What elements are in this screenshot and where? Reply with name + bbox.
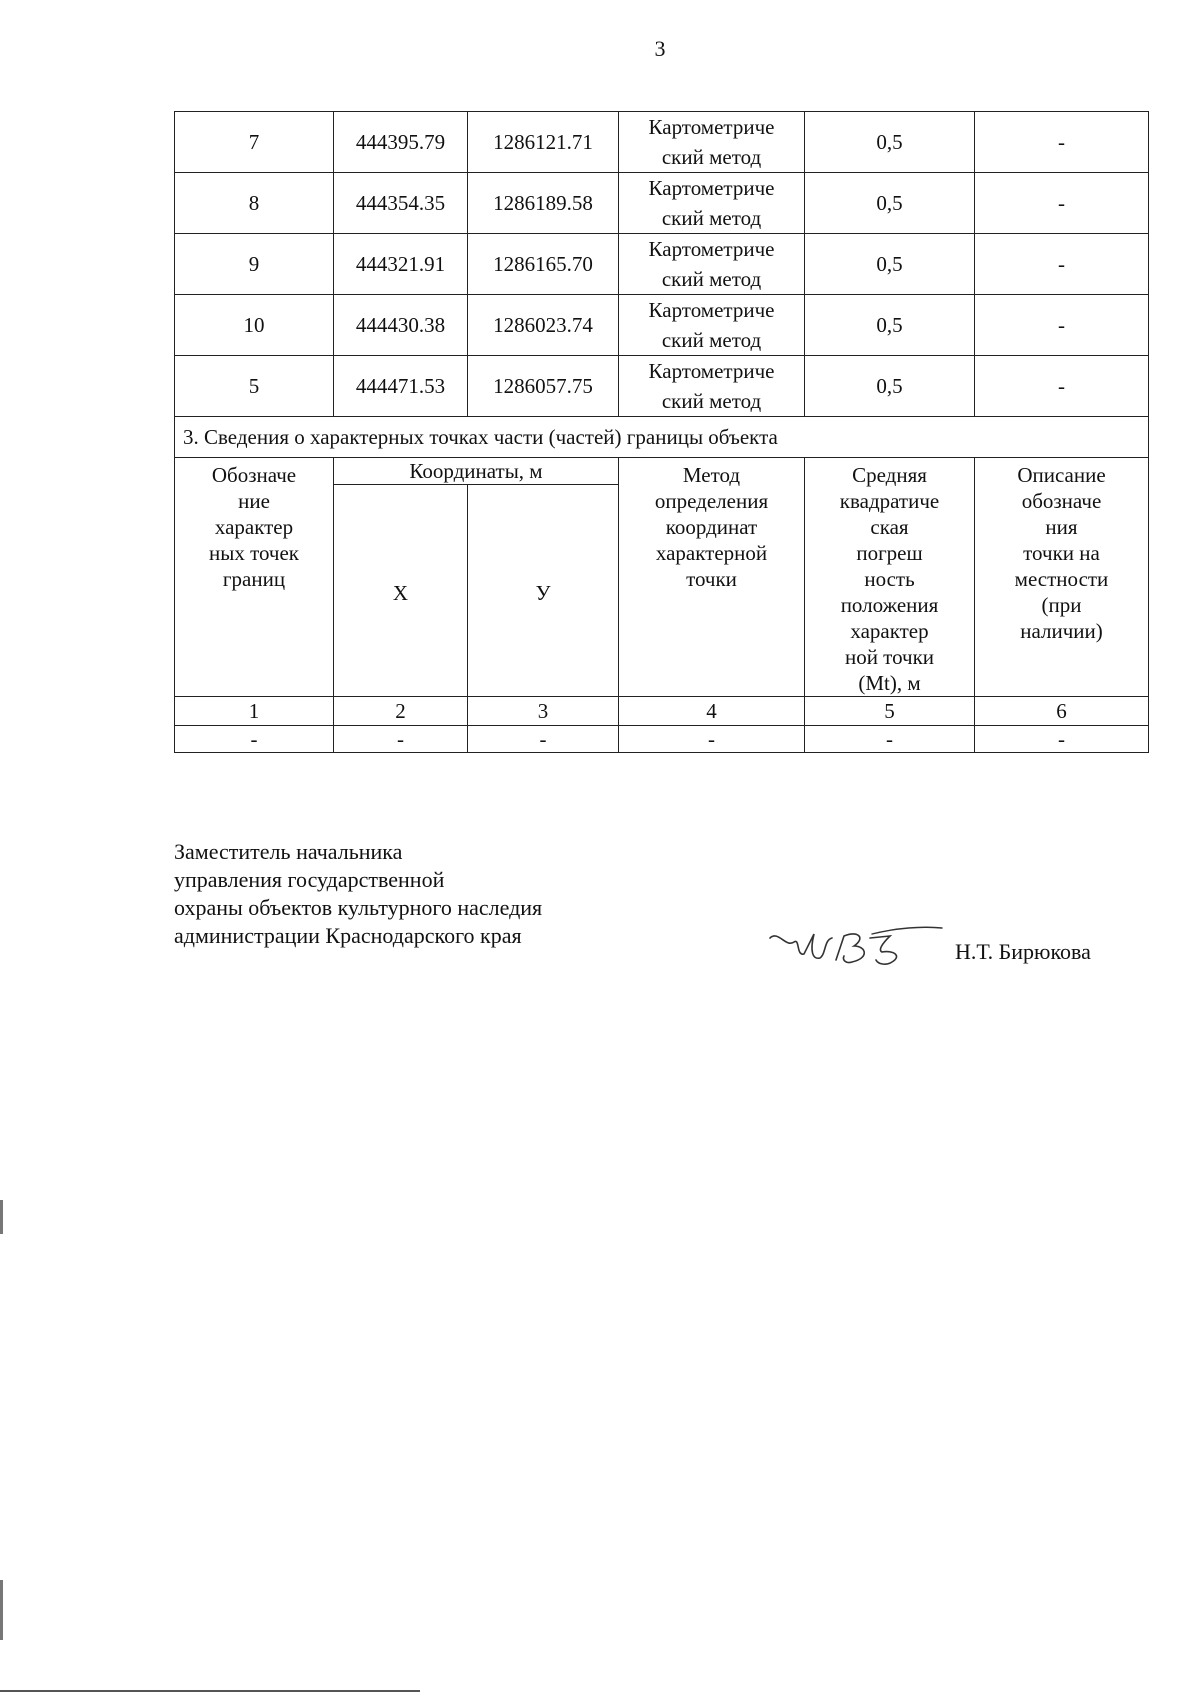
empty-cell: -	[175, 726, 334, 753]
header-coordinates: Координаты, м	[334, 458, 619, 485]
header-y: У	[468, 485, 619, 697]
column-number: 5	[805, 697, 975, 726]
page-number: 3	[654, 36, 666, 61]
coord-x: 444395.79	[334, 112, 468, 173]
table-row	[175, 173, 1149, 234]
position-line: администрации Краснодарского края	[174, 923, 522, 948]
section-title: 3. Сведения о характерных точках части (частей) границы объекта	[175, 417, 1149, 458]
table-row	[175, 295, 1149, 356]
coord-x: 444430.38	[334, 295, 468, 356]
coord-y: 1286165.70	[468, 234, 619, 295]
method-cell: Картометриче ский метод	[619, 356, 805, 417]
coord-y: 1286121.71	[468, 112, 619, 173]
signatory-position	[174, 838, 542, 950]
empty-cell: -	[619, 726, 805, 753]
coord-x: 444471.53	[334, 356, 468, 417]
mt-value: 0,5	[805, 173, 975, 234]
scan-artifact	[0, 1690, 420, 1692]
method-cell: Картометриче ский метод	[619, 112, 805, 173]
coord-y: 1286189.58	[468, 173, 619, 234]
method-cell: Картометриче ский метод	[619, 173, 805, 234]
description-value: -	[975, 295, 1149, 356]
empty-cell: -	[975, 726, 1149, 753]
point-number: 7	[175, 112, 334, 173]
scan-artifact	[0, 1200, 3, 1234]
empty-cell: -	[334, 726, 468, 753]
header-mt: Средняя квадратиче ская погреш ность положения характер ной точки (Mt), м	[805, 458, 975, 697]
column-number: 6	[975, 697, 1149, 726]
header-x: Х	[334, 485, 468, 697]
header-method: Метод определения координат характерной точки	[619, 458, 805, 697]
point-number: 9	[175, 234, 334, 295]
column-number: 1	[175, 697, 334, 726]
point-number: 8	[175, 173, 334, 234]
column-number: 3	[468, 697, 619, 726]
position-line: охраны объектов культурного наследия	[174, 895, 543, 920]
point-number: 5	[175, 356, 334, 417]
header-row	[175, 458, 1149, 485]
description-value: -	[975, 356, 1149, 417]
handwritten-signature	[766, 920, 946, 980]
empty-cell: -	[805, 726, 975, 753]
empty-data-row	[175, 726, 1149, 753]
boundary-points-table	[174, 111, 1149, 753]
section-title-row	[175, 417, 1149, 458]
scan-artifact	[0, 1580, 3, 1640]
header-description: Описание обозначе ния точки на местности (при наличии)	[975, 458, 1149, 697]
coord-y: 1286023.74	[468, 295, 619, 356]
method-cell: Картометриче ский метод	[619, 234, 805, 295]
column-numbers-row	[175, 697, 1149, 726]
column-number: 4	[619, 697, 805, 726]
mt-value: 0,5	[805, 356, 975, 417]
coord-y: 1286057.75	[468, 356, 619, 417]
coord-x: 444354.35	[334, 173, 468, 234]
table-row	[175, 112, 1149, 173]
empty-cell: -	[468, 726, 619, 753]
mt-value: 0,5	[805, 112, 975, 173]
signer-name: Н.Т. Бирюкова	[955, 939, 1091, 964]
position-line: управления государственной	[174, 867, 445, 892]
header-point-designation: Обозначе ние характер ных точек границ	[175, 458, 334, 697]
column-number: 2	[334, 697, 468, 726]
mt-value: 0,5	[805, 295, 975, 356]
description-value: -	[975, 112, 1149, 173]
table-row	[175, 356, 1149, 417]
description-value: -	[975, 234, 1149, 295]
point-number: 10	[175, 295, 334, 356]
description-value: -	[975, 173, 1149, 234]
table-row	[175, 234, 1149, 295]
position-line: Заместитель начальника	[174, 839, 403, 864]
method-cell: Картометриче ский метод	[619, 295, 805, 356]
mt-value: 0,5	[805, 234, 975, 295]
coord-x: 444321.91	[334, 234, 468, 295]
